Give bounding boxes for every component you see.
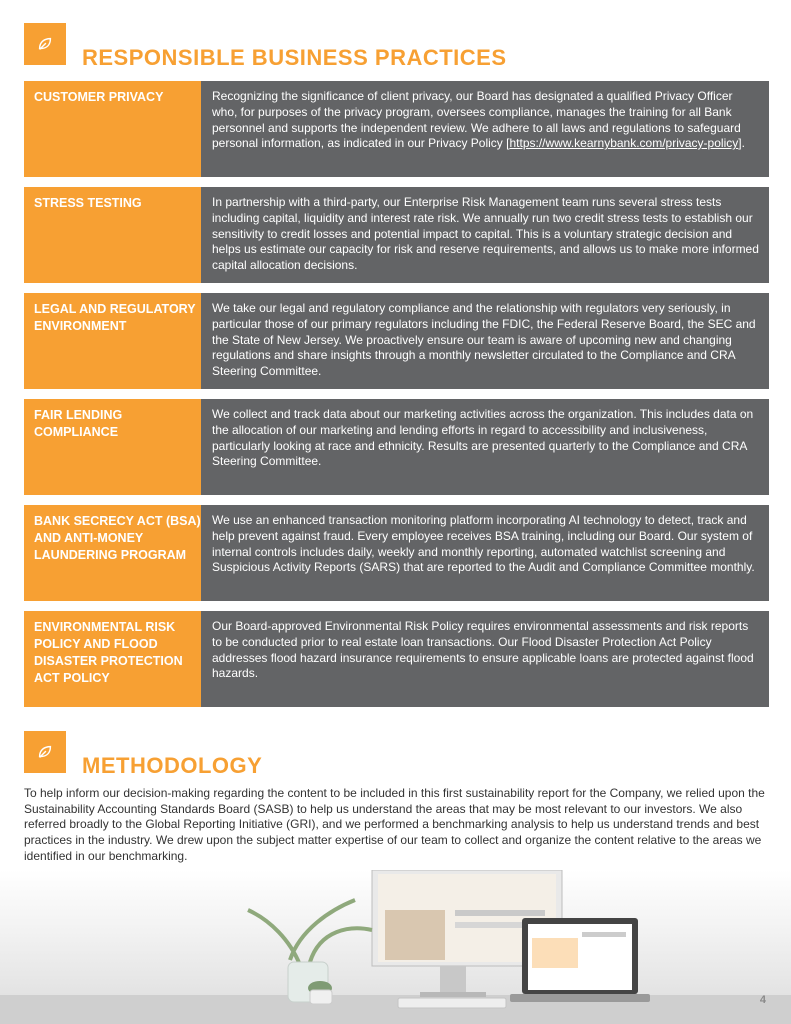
- privacy-policy-link[interactable]: https://www.kearnybank.com/privacy-policy: [509, 136, 739, 151]
- row-text: In partnership with a third-party, our Enterprise Risk Management team runs several stress tests including capital, liquidity and interest rate risk. We annually run two credit stress tests to establish our sensitivity to credit losses and potential impact to capital. This is a voluntary strategic decision and helps us estimate our capacity for risk and reserve requirements, and allows us to make more informed capital allocation decisions.: [201, 187, 769, 283]
- row-text: We take our legal and regulatory compliance and the relationship with regulators very seriously, in particular those of our primary regulators including the FDIC, the Federal Reserve Board, the SEC and the State of New Jersey. We proactively ensure our team is aware of upcoming new and changing regulations and share insights through a monthly newsletter circulated to the Compliance and CRA Steering Committee.: [201, 293, 769, 389]
- desk-illustration: [0, 870, 791, 1024]
- row-bsa-aml: [24, 505, 769, 601]
- row-text: We use an enhanced transaction monitoring platform incorporating AI technology to detect, track and help prevent against fraud. Every employee receives BSA training, including our Board. Our system of internal controls includes daily, weekly and monthly reporting, automated watchlist screening and Suspicious Activity Reports (SARS) that are reported to the Audit and Compliance Committee monthly.: [201, 505, 769, 601]
- methodology-badge: [24, 731, 66, 773]
- row-text: We collect and track data about our marketing activities across the organization. This includes data on the allocation of our marketing and lending efforts in regard to accessibility and inclusiveness, particularly looking at race and ethnicity. Results are presented quarterly to the Compliance and CRA Steering Committee.: [201, 399, 769, 495]
- row-label: STRESS TESTING: [24, 187, 201, 283]
- practices-header: [24, 23, 66, 65]
- practices-badge: [24, 23, 66, 65]
- row-text: Recognizing the significance of client privacy, our Board has designated a qualified Privacy Officer who, for purposes of the privacy program, oversees compliance, manages the training for all Bank personnel and supports the independent review. We adhere to all laws and regulations to safeguard personal information, as indicated in our Privacy Policy [https://www.kearnybank.com/privacy-policy].: [201, 81, 769, 177]
- row-label: BANK SECRECY ACT (BSA) AND ANTI-MONEY LAUNDERING PROGRAM: [24, 505, 201, 601]
- row-label: CUSTOMER PRIVACY: [24, 81, 201, 177]
- row-label: LEGAL AND REGULATORY ENVIRONMENT: [24, 293, 201, 389]
- row-label: ENVIRONMENTAL RISK POLICY AND FLOOD DISASTER PROTECTION ACT POLICY: [24, 611, 201, 707]
- row-text: Our Board-approved Environmental Risk Policy requires environmental assessments and risk reports to be conducted prior to real estate loan transactions. Our Flood Disaster Protection Act Policy addresses flood hazard insurance requirements to ensure applicable loans are protected against flood hazards.: [201, 611, 769, 707]
- page-number: 4: [759, 994, 766, 1006]
- row-environmental-risk: [24, 611, 769, 707]
- row-fair-lending: [24, 399, 769, 495]
- row-customer-privacy: [24, 81, 769, 177]
- desk-scene-image: [0, 870, 791, 1024]
- leaf-icon: [36, 35, 54, 53]
- methodology-paragraph: To help inform our decision-making regarding the content to be included in this first sustainability report for the Company, we relied upon the Sustainability Accounting Standards Board (SASB) to help us understand the areas that may be most relevant to our investors. We also referred broadly to the Global Reporting Initiative (GRI), and we performed a benchmarking analysis to help us understand trends and best practices in the industry. We drew upon the subject matter expertise of our team to collect and organize the content relative to the areas we identified in our benchmarking.: [24, 786, 765, 863]
- methodology-header: [24, 731, 66, 773]
- row-label: FAIR LENDING COMPLIANCE: [24, 399, 201, 495]
- row-legal-regulatory: [24, 293, 769, 389]
- methodology-title: METHODOLOGY: [82, 753, 263, 778]
- practices-title: RESPONSIBLE BUSINESS PRACTICES: [82, 45, 507, 70]
- leaf-icon: [36, 743, 54, 761]
- row-stress-testing: [24, 187, 769, 283]
